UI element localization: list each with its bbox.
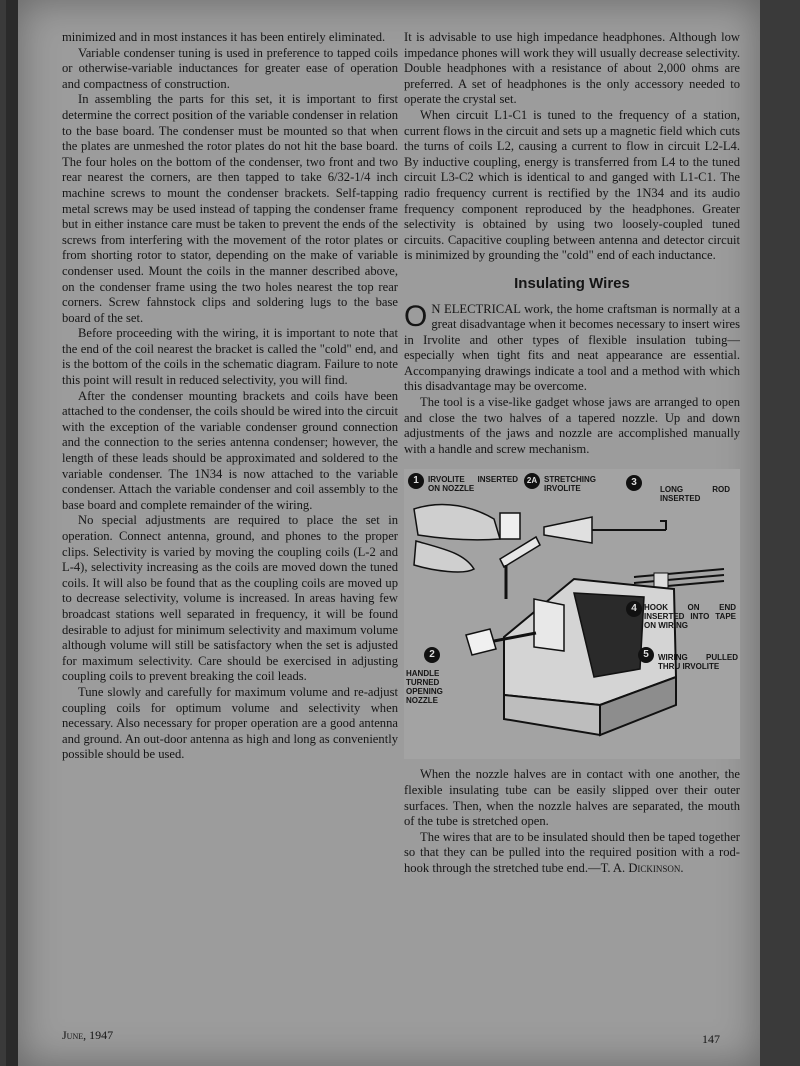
callout-label: LONG ROD INSERTED	[660, 485, 730, 504]
left-column	[62, 30, 398, 763]
paragraph: Before proceeding with the wiring, it is important to note that the end of the coil nearest the bracket is called the "cold" end, and is the bottom of the coils in the schematic diagram. Failure to note this point will result in reduced selectivity, you will find.	[62, 326, 398, 388]
callout-label: HANDLE TURNED OPENING NOZZLE	[406, 669, 443, 706]
paragraph: After the condenser mounting brackets and coils have been attached to the condenser, the coils should be wired into the circuit with the exception of the variable condenser ground connection and the connection to the series antenna condenser; however, the length of these leads should be approximated and soldered to the variable condenser. The 1N34 is now attached to the variable condenser. Attach the variable condenser and coil assembly to the base board and complete remainder of the wiring.	[62, 388, 398, 512]
paragraph: minimized and in most instances it has been entirely eliminated.	[62, 30, 386, 44]
article-heading: Insulating Wires	[514, 274, 630, 292]
insulating-tool-illustration	[404, 469, 740, 759]
paragraph: When circuit L1-C1 is tuned to the frequency of a station, current flows in the circuit and sets up a magnetic field which cuts the turns of coils L2, causing a current to flow in circuit L2-L4. By inductive coupling, energy is transferred from L4 to the tuned circuit L3-C2 which is identical to and ganged with L1-C1. The radio frequency current is rectified by the 1N34 and its audio frequency component reproduced by the headphones. Greater selectivity is obtained by using two loosely-coupled tuned circuits. Capacitive coupling between antenna and detector circuit is minimized by grounding the "cold" end of each inductance.	[404, 107, 740, 263]
paragraph: The tool is a vise-like gadget whose jaws are arranged to open and close the two halves of a tapered nozzle. Up and down adjustments of the jaws and nozzle are accomplished manually with a handle and screw mechanism.	[404, 395, 740, 456]
magazine-page	[18, 0, 760, 1066]
callout-number: 4	[626, 601, 642, 617]
callout-label: WIRING PULLED THRU IRVOLITE	[658, 653, 738, 672]
paragraph: When the nozzle halves are in contact with one another, the flexible insulating tube can be easily slipped over their outer surfaces. Then, when the nozzle halves are separated, the mouth of the tube is stretched open.	[404, 767, 740, 829]
binding-edge	[6, 0, 18, 1066]
intro-text: N ELECTRICAL work, the home craftsman is normally at a great disadvantage when it becomes necessary to insert wires in Irvolite and other types of flexible insulation tubing—especially when tight fits and neat appearance are essential. Accompanying drawings indicate a tool and a method with which this disadvantage may be overcome.	[404, 301, 740, 394]
callout-number: 2A	[524, 473, 540, 489]
paragraph: Tune slowly and carefully for maximum volume and re-adjust coupling coils for optimum volume and selectivity when necessary. Also necessary for proper operation are a good antenna and ground. An out-door antenna as high and long as conveniently possible should be used.	[62, 684, 398, 762]
callout-label: STRETCHING IRVOLITE	[544, 475, 596, 494]
paragraph-text: The wires that are to be insulated should then be taped together so that they can be pulled into the required position with a rod-hook through the stretched tube end.—	[404, 829, 740, 875]
callout-number: 5	[638, 647, 654, 663]
callout-number: 2	[424, 647, 440, 663]
issue-date: June, 1947	[62, 1028, 114, 1042]
paragraph: No special adjustments are required to place the set in operation. Connect antenna, ground, and phones to the proper clips. Selectivity is varied by moving the coupling coils (L-2 and L-4), selectivity increasing as the coils are moved down the tuned coils. It will also be found that as the coupling coils are moved up to decrease selectivity, volume is increased. In areas having few broadcast stations well separated in frequency, it will be found desirable to adjust for minimum selectivity and maximum volume although volume will still be satisfactory when the set is adjusted for maximum selectivity. Care should be exercised in adjusting coupling coils to prevent breaking the coil leads.	[62, 513, 398, 684]
paragraph: It is advisable to use high impedance headphones. Although low impedance phones will work they will usually decrease selectivity. Double headphones with a resistance of about 2,000 ohms are preferred. A set of headphones is the only accessory needed to operate the crystal set.	[404, 30, 740, 107]
right-column	[404, 30, 740, 877]
drop-cap: O	[404, 299, 428, 333]
author-byline: T. A. Dickinson.	[600, 861, 684, 875]
paragraph	[404, 830, 740, 877]
callout-number: 3	[626, 475, 642, 491]
callout-label: HOOK ON END INSERTED INTO TAPE ON WIRING	[644, 603, 736, 631]
paragraph: Variable condenser tuning is used in preference to tapped coils or otherwise-variable inductances for greater ease of operation and compactness of construction.	[62, 45, 398, 91]
callout-number: 1	[408, 473, 424, 489]
paragraph: In assembling the parts for this set, it is important to first determine the correct position of the variable condenser in relation to the base board. The condenser must be mounted so that when the plates are unmeshed the rotor plates do not hit the base board. The four holes on the bottom of the condenser, two front and two rear nearest the corners, are then tapped to take 6/32-1/4 inch machine screws to mount the condenser brackets. Self-tapping metal screws may be used instead of tapping the condenser frame but in either instance care must be taken to prevent the ends of the screws from interfering with the movement of the rotor plates or from shorting rotor to stator, depending on the make of variable condenser used. Mount the coils in the manner described above, on the condenser frame using the two holes nearest the top rear corners. Screw fahnstock clips and soldering lugs to the base board of the set.	[62, 92, 398, 325]
callout-label: IRVOLITE INSERTED ON NOZZLE	[428, 475, 518, 494]
page-number: 147	[702, 1032, 720, 1046]
intro-paragraph	[404, 299, 740, 396]
